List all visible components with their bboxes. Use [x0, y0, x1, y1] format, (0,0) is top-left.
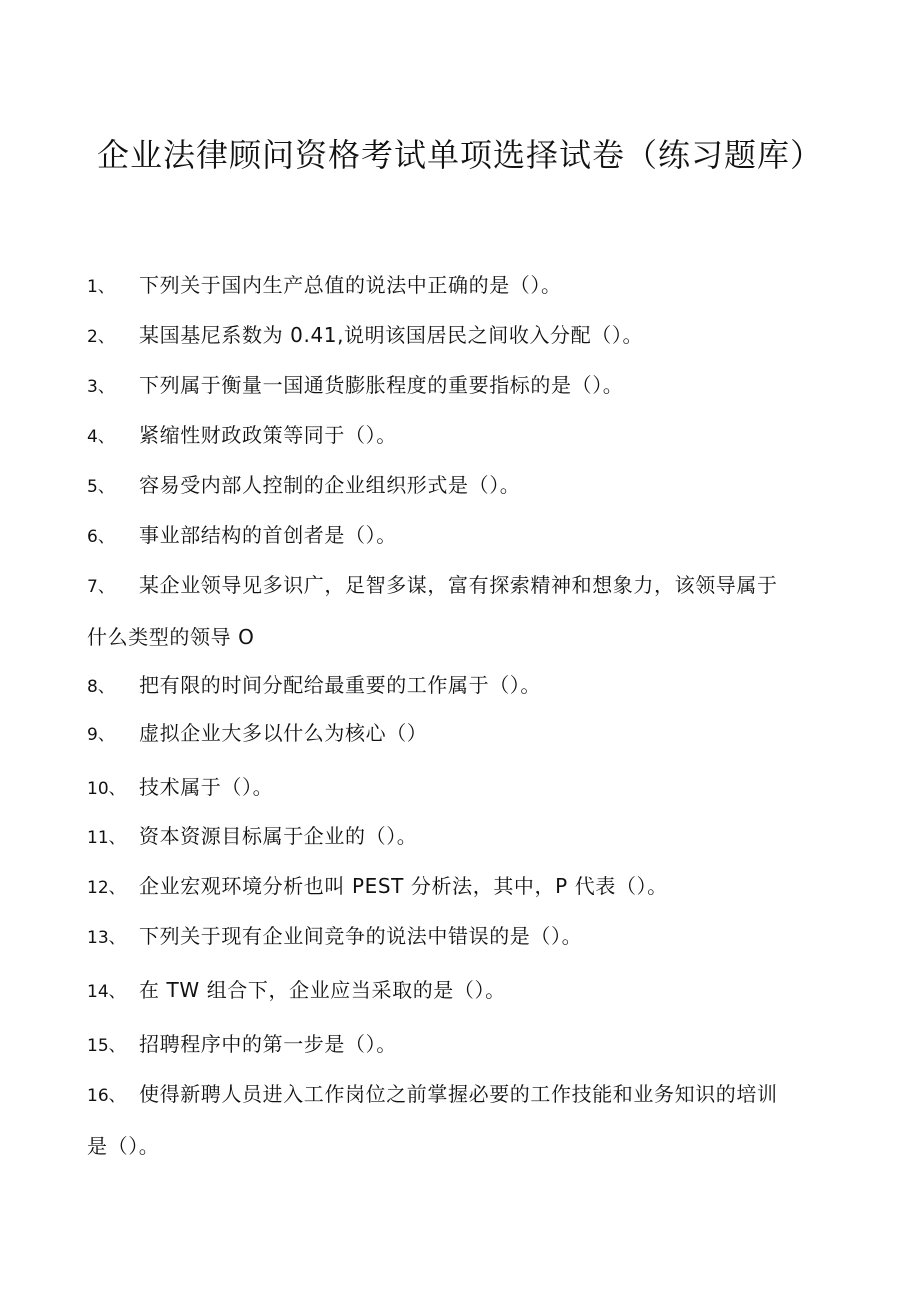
question-item — [87, 1019, 817, 1071]
question-number: 10、 — [87, 779, 126, 799]
question-item — [87, 310, 817, 362]
question-item — [87, 1069, 817, 1171]
page-title: 企业法律顾问资格考试单项选择试卷（练习题库） — [96, 136, 823, 174]
question-number: 9、 — [87, 725, 115, 745]
question-text: 下列关于国内生产总值的说法中正确的是（）。 — [139, 273, 562, 297]
question-item — [87, 708, 817, 760]
question-item — [87, 460, 817, 512]
question-text: 技术属于（）。 — [139, 775, 274, 799]
question-text: 招聘程序中的第一步是（）。 — [139, 1032, 397, 1056]
question-number: 13、 — [87, 928, 126, 948]
question-text: 紧缩性财政政策等同于（）。 — [139, 423, 397, 447]
question-number: 11、 — [87, 828, 126, 848]
question-item — [87, 410, 817, 462]
question-number: 5、 — [87, 477, 115, 497]
question-number: 1、 — [87, 277, 115, 297]
question-text: 把有限的时间分配给最重要的工作属于（）。 — [139, 673, 541, 697]
question-item — [87, 861, 817, 913]
question-text: 下列属于衡量一国通货膨胀程度的重要指标的是（）。 — [139, 373, 624, 397]
question-item — [87, 762, 817, 814]
question-text: 资本资源目标属于企业的（）。 — [139, 824, 418, 848]
question-item — [87, 965, 817, 1017]
question-number: 16、 — [87, 1086, 126, 1106]
question-number: 7、 — [87, 577, 115, 597]
question-text: 虚拟企业大多以什么为核心（） — [139, 721, 428, 745]
question-text: 下列关于现有企业间竞争的说法中错误的是（）。 — [139, 924, 583, 948]
question-text-continuation: 什么类型的领导 O — [87, 625, 255, 649]
question-number: 2、 — [87, 327, 115, 347]
question-number: 12、 — [87, 878, 126, 898]
question-text: 企业宏观环境分析也叫 PEST 分析法，其中，P 代表（）。 — [139, 874, 668, 898]
question-item — [87, 911, 817, 963]
question-number: 4、 — [87, 427, 115, 447]
question-item — [87, 811, 817, 863]
question-text: 某国基尼系数为 0.41,说明该国居民之间收入分配（）。 — [139, 323, 644, 347]
question-text: 某企业领导见多识广，足智多谋，富有探索精神和想象力，该领导属于 — [139, 573, 778, 597]
question-number: 15、 — [87, 1036, 126, 1056]
question-number: 8、 — [87, 677, 115, 697]
question-number: 3、 — [87, 377, 115, 397]
question-text: 事业部结构的首创者是（）。 — [139, 523, 397, 547]
question-text: 在 TW 组合下，企业应当采取的是（）。 — [139, 978, 506, 1002]
question-number: 14、 — [87, 982, 126, 1002]
question-item — [87, 560, 817, 662]
question-item — [87, 360, 817, 412]
question-text-continuation: 是（）。 — [87, 1134, 160, 1158]
question-item — [87, 510, 817, 562]
question-number: 6、 — [87, 527, 115, 547]
question-item — [87, 660, 817, 712]
question-item — [87, 260, 817, 312]
question-text: 容易受内部人控制的企业组织形式是（）。 — [139, 473, 521, 497]
question-text: 使得新聘人员进入工作岗位之前掌握必要的工作技能和业务知识的培训 — [139, 1082, 778, 1106]
